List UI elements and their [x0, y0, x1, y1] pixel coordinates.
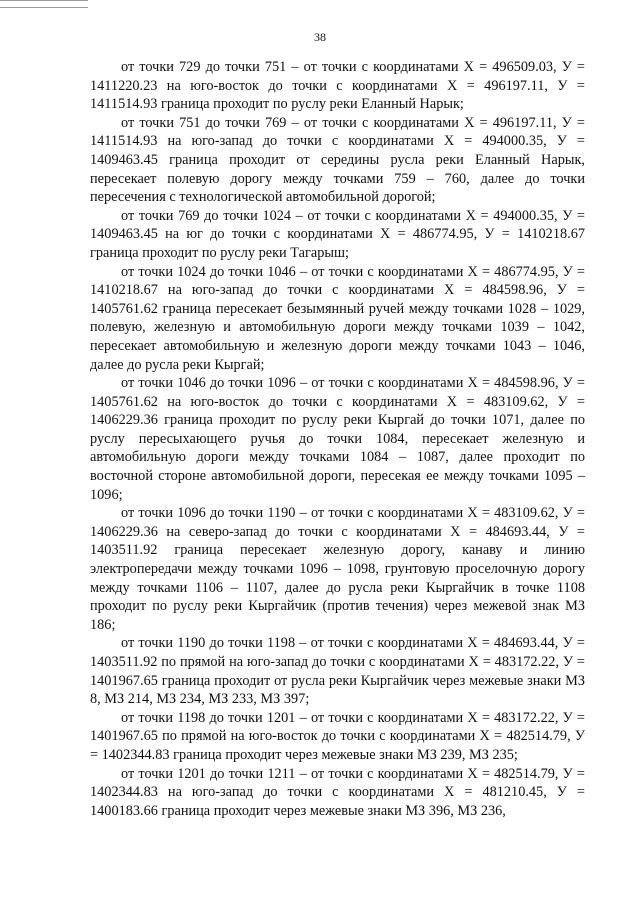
boundary-segment-paragraph: от точки 729 до точки 751 – от точки с координатами Х = 496509.03, У = 1411220.23 на юго-восток до точки с координатами Х = 496197.11, У = 1411514.93 граница проходит по руслу реки Еланный Нарык; — [90, 59, 585, 113]
boundary-segment-paragraph: от точки 1201 до точки 1211 – от точки с координатами Х = 482514.79, У = 1402344.83 на юго-запад до точки с координатами Х = 481210.45, У = 1400183.66 граница проходит через межевые знаки МЗ 396, МЗ 236, — [90, 765, 585, 819]
boundary-segment-paragraph: от точки 1198 до точки 1201 – от точки с координатами Х = 483172.22, У = 1401967.65 по прямой на юго-восток до точки с координатами Х = 482514.79, У = 1402344.83 граница проходит через межевые знаки МЗ 239, МЗ 235; — [90, 709, 585, 763]
boundary-segment-paragraph: от точки 1046 до точки 1096 – от точки с координатами Х = 484598.96, У = 1405761.62 на юго-восток до точки с координатами Х = 483109.62, У = 1406229.36 граница проходит по руслу реки Кыргай до точки 1071, далее по руслу пересыхающего ручья до точки 1084, пересекает железную и автомобильную дороги между точками 1084 – 1087, далее проходит по восточной стороне автомобильной дороги, пересекая ее между точками 1095 – 1096; — [90, 375, 585, 503]
page-number: 38 — [314, 30, 326, 44]
boundary-segment-paragraph: от точки 751 до точки 769 – от точки с координатами Х = 496197.11, У = 1411514.93 на юго-запад до точки с координатами Х = 494000.35, У = 1409463.45 граница проходит от середины русла реки Еланный Нарык, пересекает полевую дорогу между точками 759 – 760, далее до точки пересечения с технологической автомобильной дорогой; — [90, 114, 585, 206]
page-body — [90, 58, 585, 820]
boundary-segment-paragraph: от точки 1190 до точки 1198 – от точки с координатами Х = 484693.44, У = 1403511.92 по прямой на юго-запад до точки с координатами Х = 483172.22, У = 1401967.65 граница проходит от русла реки Кыргайчик через межевые знаки МЗ 8, МЗ 214, МЗ 234, МЗ 233, МЗ 397; — [90, 635, 585, 708]
boundary-segment-paragraph: от точки 1096 до точки 1190 – от точки с координатами Х = 483109.62, У = 1406229.36 на северо-запад до точки с координатами Х = 484693.44, У = 1403511.92 граница пересекает железную дорогу, канаву и линию электропередачи между точками 1096 – 1098, грунтовую проселочную дорогу между точками 1106 – 1107, далее до русла реки Кыргайчик в точке 1108 проходит по руслу реки Кыргайчик (против течения) через межевой знак МЗ 186; — [90, 505, 585, 633]
boundary-segment-paragraph: от точки 769 до точки 1024 – от точки с координатами Х = 494000.35, У = 1409463.45 на юг до точки с координатами Х = 486774.95, У = 1410218.67 граница проходит по руслу реки Тагарыш; — [90, 207, 585, 261]
boundary-segment-paragraph: от точки 1024 до точки 1046 – от точки с координатами Х = 486774.95, У = 1410218.67 на юго-запад до точки с координатами Х = 484598.96, У = 1405761.62 граница пересекает безымянный ручей между точками 1028 – 1029, полевую, железную и автомобильную дороги между точками 1039 – 1042, пересекает автомобильную и железную дороги между точками 1043 – 1046, далее до русла реки Кыргай; — [90, 263, 585, 373]
scan-corner-mark — [0, 0, 88, 8]
